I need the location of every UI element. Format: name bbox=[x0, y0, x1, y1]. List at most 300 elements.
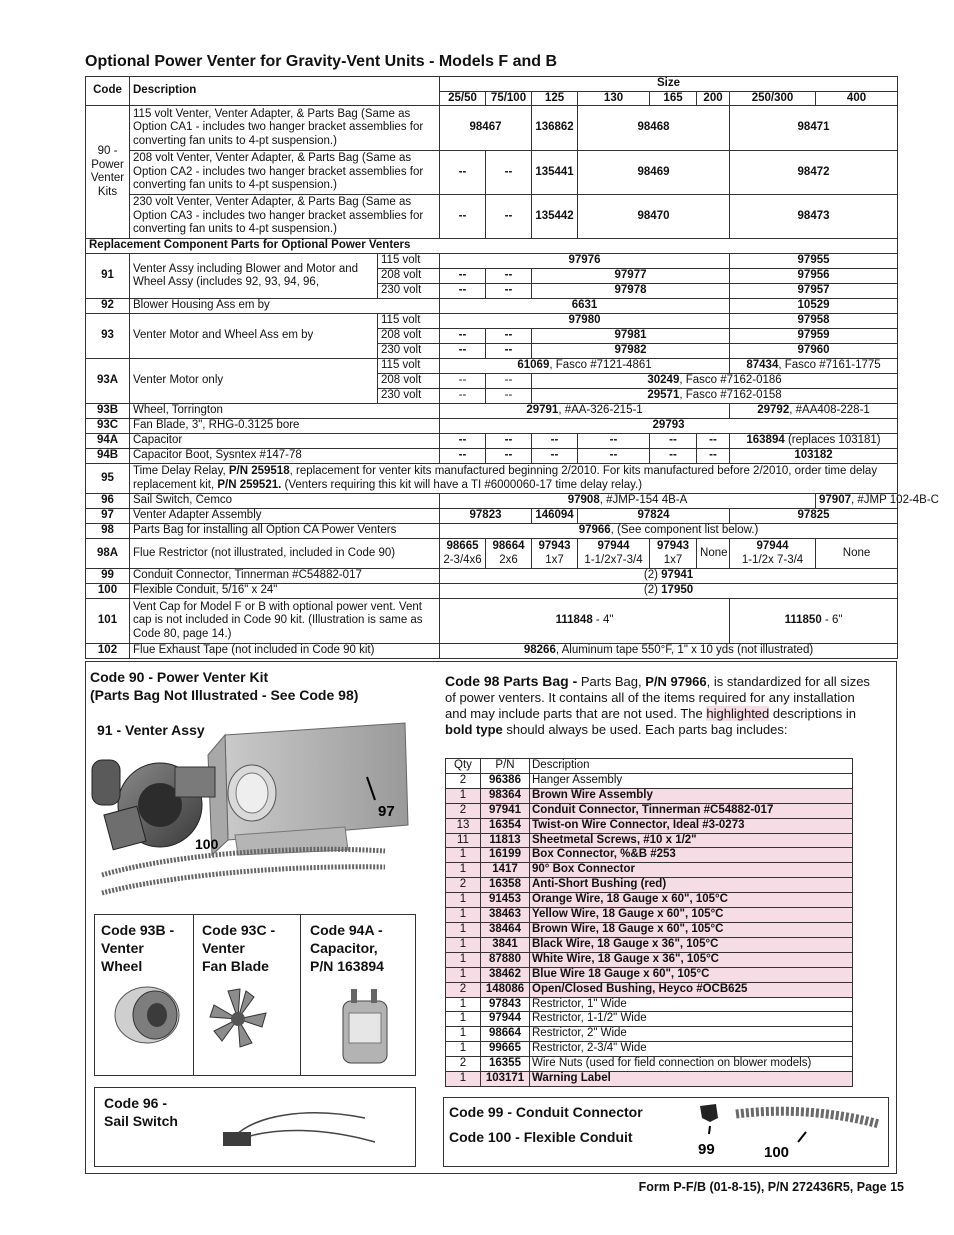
code-cell: 93A bbox=[86, 359, 130, 404]
parts-qty-cell: 1 bbox=[446, 863, 481, 878]
part-number: 97908 bbox=[567, 494, 600, 507]
desc-cell: Parts Bag for installing all Option CA Power Venters bbox=[130, 524, 440, 539]
code-99-label: Code 99 - Conduit Connector bbox=[449, 1104, 643, 1120]
code-cell: 94B bbox=[86, 449, 130, 464]
voltage-cell: 230 volt bbox=[378, 389, 440, 404]
value-cell: 98469 bbox=[578, 151, 730, 195]
conduit-connector-illustration bbox=[694, 1100, 884, 1164]
code-90-heading bbox=[90, 668, 358, 704]
size-col: 125 bbox=[532, 91, 578, 106]
value-cell bbox=[532, 539, 578, 569]
part-detail: 1x7 bbox=[663, 553, 683, 566]
value-cell: 97958 bbox=[730, 314, 898, 329]
parts-row bbox=[446, 788, 853, 803]
desc-cell: Venter Assy including Blower and Motor and Wheel Assy (includes 92, 93, 94, 96, bbox=[130, 254, 378, 299]
desc-cell: Flue Restrictor (not illustrated, included in Code 90) bbox=[130, 539, 440, 569]
heading-line: Code 90 - Power Venter Kit bbox=[90, 669, 269, 685]
value-cell: 97959 bbox=[730, 329, 898, 344]
desc-cell: Vent Cap for Model F or B with optional power vent. Vent cap is not included in Code 90 kit. (Illustration is same as Code 80, page 14.) bbox=[130, 599, 440, 644]
size-col: 400 bbox=[816, 91, 898, 106]
parts-qty-cell: 2 bbox=[446, 803, 481, 818]
value-cell bbox=[440, 524, 898, 539]
code-96-box bbox=[94, 1087, 416, 1167]
desc-cell bbox=[130, 464, 898, 494]
part-number: 97907 bbox=[819, 494, 851, 507]
value-cell: 29793 bbox=[440, 419, 898, 434]
parts-pn-cell: 1417 bbox=[481, 863, 530, 878]
value-cell: 98473 bbox=[730, 195, 898, 239]
parts-row bbox=[446, 1027, 853, 1042]
venter-wheel-illustration bbox=[105, 975, 195, 1055]
part-detail: , #AA408-228-1 bbox=[789, 404, 870, 417]
value-cell bbox=[730, 434, 898, 449]
part-detail: 2x6 bbox=[499, 553, 518, 566]
part-number: 98664 bbox=[492, 540, 525, 552]
parts-row bbox=[446, 1042, 853, 1057]
value-cell bbox=[730, 359, 898, 374]
parts-row bbox=[446, 1057, 853, 1072]
part-detail: , Fasco #7162-0158 bbox=[679, 389, 782, 402]
value-cell bbox=[440, 584, 898, 599]
value-cell: 97823 bbox=[440, 509, 532, 524]
parts-row bbox=[446, 908, 853, 923]
value-cell: -- bbox=[532, 434, 578, 449]
label-100-text: 100 bbox=[195, 836, 219, 852]
label-line: Code 96 - bbox=[104, 1095, 168, 1111]
parts-row bbox=[446, 1012, 853, 1027]
part-detail: 1-1/2x7-3/4 bbox=[584, 553, 643, 566]
parts-qty-cell: 1 bbox=[446, 1072, 481, 1087]
parts-row bbox=[446, 803, 853, 818]
parts-pn-cell: 87880 bbox=[481, 952, 530, 967]
part-number: P/N 259521. bbox=[217, 478, 282, 491]
label-100-text: 100 bbox=[764, 1144, 790, 1161]
code-93b-box bbox=[94, 914, 194, 1076]
value-cell: 98470 bbox=[578, 195, 730, 239]
value-cell: 98471 bbox=[730, 106, 898, 151]
part-number: 98665 bbox=[446, 540, 479, 552]
desc-cell: Flexible Conduit, 5/16" x 24" bbox=[130, 584, 440, 599]
parts-pn-cell: 99665 bbox=[481, 1042, 530, 1057]
parts-qty-cell: 1 bbox=[446, 848, 481, 863]
label-line: P/N 163894 bbox=[310, 958, 384, 974]
part-number: P/N 259518 bbox=[228, 465, 290, 477]
voltage-cell: 208 volt bbox=[378, 374, 440, 389]
voltage-cell: 115 volt bbox=[378, 254, 440, 269]
label-line: Fan Blade bbox=[202, 958, 269, 974]
parts-row bbox=[446, 833, 853, 848]
desc-cell: Capacitor bbox=[130, 434, 440, 449]
value-cell bbox=[578, 539, 650, 569]
part-number: 97944 bbox=[756, 540, 789, 552]
part-detail: , Fasco #7161-1775 bbox=[778, 359, 881, 372]
value-cell: 136862 bbox=[532, 106, 578, 151]
value-cell: -- bbox=[486, 344, 532, 359]
part-number: 97941 bbox=[661, 569, 694, 582]
part-number: 17950 bbox=[661, 584, 694, 597]
qty-prefix: (2) bbox=[643, 569, 662, 582]
power-venter-table bbox=[85, 76, 939, 659]
part-number: 163894 bbox=[746, 434, 785, 447]
desc-cell: Conduit Connector, Tinnerman #C54882-017 bbox=[130, 569, 440, 584]
value-cell: 97980 bbox=[440, 314, 730, 329]
value-cell: -- bbox=[697, 449, 730, 464]
part-number: 61069 bbox=[517, 359, 550, 372]
value-cell: 97956 bbox=[730, 269, 898, 284]
part-number: 98266 bbox=[523, 644, 556, 657]
parts-desc-cell: Orange Wire, 18 Gauge x 60", 105°C bbox=[530, 893, 853, 908]
parts-pn-cell: 3841 bbox=[481, 937, 530, 952]
parts-desc-cell: Blue Wire 18 Gauge x 60", 105°C bbox=[530, 967, 853, 982]
value-cell: -- bbox=[440, 269, 486, 284]
parts-pn-cell: 38464 bbox=[481, 922, 530, 937]
value-cell: 97977 bbox=[532, 269, 730, 284]
parts-desc-cell: Wire Nuts (used for field connection on blower models) bbox=[530, 1057, 853, 1072]
value-cell bbox=[650, 539, 697, 569]
header-size: Size bbox=[440, 77, 898, 92]
parts-desc-cell: Restrictor, 2" Wide bbox=[530, 1027, 853, 1042]
desc-cell: Venter Adapter Assembly bbox=[130, 509, 440, 524]
parts-pn-cell: 16358 bbox=[481, 878, 530, 893]
value-cell bbox=[816, 494, 939, 509]
code-94a-box bbox=[300, 914, 416, 1076]
code-99-100-box bbox=[443, 1097, 889, 1167]
value-cell bbox=[440, 599, 730, 644]
parts-qty-cell: 1 bbox=[446, 893, 481, 908]
value-cell: 135442 bbox=[532, 195, 578, 239]
parts-pn-cell: 148086 bbox=[481, 982, 530, 997]
value-cell: -- bbox=[486, 434, 532, 449]
value-cell: 97982 bbox=[532, 344, 730, 359]
code-cell: 93 bbox=[86, 314, 130, 359]
value-cell bbox=[440, 404, 730, 419]
parts-row bbox=[446, 878, 853, 893]
page-footer: Form P-F/B (01-8-15), P/N 272436R5, Page 15 bbox=[638, 1180, 904, 1194]
parts-row bbox=[446, 922, 853, 937]
value-cell: 98467 bbox=[440, 106, 532, 151]
code-cell: 99 bbox=[86, 569, 130, 584]
parts-row bbox=[446, 863, 853, 878]
value-cell: -- bbox=[486, 195, 532, 239]
parts-qty-cell: 1 bbox=[446, 952, 481, 967]
parts-pn-cell: 16354 bbox=[481, 818, 530, 833]
parts-pn-cell: 98364 bbox=[481, 788, 530, 803]
part-number: 97944 bbox=[597, 540, 630, 552]
part-number: 29791 bbox=[526, 404, 559, 417]
highlight-sample: highlighted bbox=[706, 706, 770, 721]
part-number: 29571 bbox=[647, 389, 680, 402]
code-cell: 92 bbox=[86, 299, 130, 314]
label-97-text: 97 bbox=[378, 803, 395, 820]
voltage-cell: 230 volt bbox=[378, 344, 440, 359]
value-cell: -- bbox=[440, 374, 486, 389]
value-cell: -- bbox=[440, 151, 486, 195]
value-cell: -- bbox=[486, 284, 532, 299]
code-cell: 98 bbox=[86, 524, 130, 539]
header-code: Code bbox=[86, 77, 130, 106]
parts-pn-cell: 38462 bbox=[481, 967, 530, 982]
parts-pn-cell: 38463 bbox=[481, 908, 530, 923]
value-cell: -- bbox=[440, 449, 486, 464]
parts-pn-cell: 96386 bbox=[481, 773, 530, 788]
value-cell: -- bbox=[650, 434, 697, 449]
sail-switch-illustration bbox=[215, 1096, 385, 1156]
label-line: Code 93C - bbox=[202, 922, 276, 938]
value-cell: 98468 bbox=[578, 106, 730, 151]
value-cell: None bbox=[816, 539, 898, 569]
part-detail: 1x7 bbox=[545, 553, 564, 566]
parts-desc-cell: Twist-on Wire Connector, Ideal #3-0273 bbox=[530, 818, 853, 833]
parts-desc-cell: Box Connector, %&B #253 bbox=[530, 848, 853, 863]
value-cell: -- bbox=[486, 449, 532, 464]
value-cell: -- bbox=[440, 195, 486, 239]
parts-pn-cell: 97941 bbox=[481, 803, 530, 818]
code-cell: 98A bbox=[86, 539, 130, 569]
label-line: Venter bbox=[101, 940, 144, 956]
value-cell: None bbox=[697, 539, 730, 569]
parts-desc-cell: Open/Closed Bushing, Heyco #OCB625 bbox=[530, 982, 853, 997]
code-cell: 94A bbox=[86, 434, 130, 449]
code-cell: 93C bbox=[86, 419, 130, 434]
value-cell: 98472 bbox=[730, 151, 898, 195]
value-cell: 97976 bbox=[440, 254, 730, 269]
part-number: 29792 bbox=[757, 404, 790, 417]
parts-qty-cell: 1 bbox=[446, 922, 481, 937]
size-col: 165 bbox=[650, 91, 697, 106]
label-line: Code 94A - bbox=[310, 922, 383, 938]
parts-qty-cell: 1 bbox=[446, 997, 481, 1012]
desc-text: (Venters requiring this kit will have a TI #6000060-17 time delay relay.) bbox=[281, 478, 643, 491]
parts-qty-cell: 1 bbox=[446, 788, 481, 803]
desc-cell: 230 volt Venter, Venter Adapter, & Parts Bag (Same as Option CA3 - includes two hanger bracket assemblies for converting fan units to 4-pt suspension.) bbox=[130, 195, 440, 239]
parts-row bbox=[446, 893, 853, 908]
code-cell: 97 bbox=[86, 509, 130, 524]
parts-qty-cell: 2 bbox=[446, 1057, 481, 1072]
desc-cell: Wheel, Torrington bbox=[130, 404, 440, 419]
parts-qty-cell: 1 bbox=[446, 1042, 481, 1057]
code-cell: 90 - Power Venter Kits bbox=[86, 106, 130, 239]
size-col: 75/100 bbox=[486, 91, 532, 106]
parts-row bbox=[446, 937, 853, 952]
label-line: Venter bbox=[202, 940, 245, 956]
parts-header: Description bbox=[530, 759, 853, 774]
part-detail: , Fasco #7121-4861 bbox=[549, 359, 652, 372]
code-98-heading: Code 98 Parts Bag - bbox=[445, 673, 578, 689]
part-detail: 1-1/2x 7-3/4 bbox=[741, 553, 804, 566]
parts-qty-cell: 13 bbox=[446, 818, 481, 833]
size-col: 130 bbox=[578, 91, 650, 106]
value-cell bbox=[486, 539, 532, 569]
parts-desc-cell: Brown Wire Assembly bbox=[530, 788, 853, 803]
code-cell: 93B bbox=[86, 404, 130, 419]
venter-assembly-illustration bbox=[90, 715, 420, 910]
desc-cell: Venter Motor and Wheel Ass em by bbox=[130, 314, 378, 359]
value-cell: -- bbox=[486, 389, 532, 404]
part-detail: , Fasco #7162-0186 bbox=[679, 374, 782, 387]
parts-bag-table bbox=[445, 758, 853, 1087]
value-cell: -- bbox=[440, 284, 486, 299]
size-col: 250/300 bbox=[730, 91, 816, 106]
desc-cell: Fan Blade, 3", RHG-0.3125 bore bbox=[130, 419, 440, 434]
parts-desc-cell: Sheetmetal Screws, #10 x 1/2" bbox=[530, 833, 853, 848]
fan-blade-illustration bbox=[204, 985, 274, 1055]
para-text: descriptions in bbox=[769, 706, 856, 721]
parts-rows bbox=[446, 773, 853, 1086]
part-detail: , #AA-326-215-1 bbox=[558, 404, 643, 417]
desc-text: , replacement for venter kits manufactured beginning 2/2010. For kits manufactured before 2/2010, order time delay replacement kit, bbox=[133, 465, 878, 491]
code-cell: 96 bbox=[86, 494, 130, 509]
code-93b-label bbox=[95, 915, 193, 975]
parts-qty-cell: 1 bbox=[446, 1027, 481, 1042]
label-line: Code 93B - bbox=[101, 922, 175, 938]
code-cell: 101 bbox=[86, 599, 130, 644]
value-cell bbox=[440, 644, 898, 659]
parts-row bbox=[446, 952, 853, 967]
parts-desc-cell: Restrictor, 1-1/2" Wide bbox=[530, 1012, 853, 1027]
part-number: 111850 bbox=[784, 614, 822, 627]
parts-qty-cell: 1 bbox=[446, 908, 481, 923]
parts-header: Qty bbox=[446, 759, 481, 774]
value-cell bbox=[532, 374, 898, 389]
part-detail: , (See component list below.) bbox=[610, 524, 759, 537]
qty-prefix: (2) bbox=[643, 584, 662, 597]
part-number: 30249 bbox=[647, 374, 680, 387]
value-cell: -- bbox=[650, 449, 697, 464]
desc-cell: Flue Exhaust Tape (not included in Code 90 kit) bbox=[130, 644, 440, 659]
value-cell: -- bbox=[486, 374, 532, 389]
parts-pn-cell: 98664 bbox=[481, 1027, 530, 1042]
parts-qty-cell: 2 bbox=[446, 878, 481, 893]
parts-desc-cell: Restrictor, 1" Wide bbox=[530, 997, 853, 1012]
value-cell bbox=[730, 539, 816, 569]
voltage-cell: 115 volt bbox=[378, 359, 440, 374]
value-cell: -- bbox=[440, 329, 486, 344]
value-cell: -- bbox=[532, 449, 578, 464]
page-title: Optional Power Venter for Gravity-Vent Units - Models F and B bbox=[85, 53, 558, 70]
parts-row bbox=[446, 1072, 853, 1087]
part-number: 97943 bbox=[538, 540, 571, 552]
parts-qty-cell: 1 bbox=[446, 1012, 481, 1027]
code-93c-box bbox=[193, 914, 301, 1076]
parts-pn-cell: 11813 bbox=[481, 833, 530, 848]
value-cell bbox=[440, 494, 816, 509]
bold-sample: bold type bbox=[445, 722, 503, 737]
voltage-cell: 230 volt bbox=[378, 284, 440, 299]
para-text: should always be used. Each parts bag includes: bbox=[502, 722, 788, 737]
value-cell: -- bbox=[486, 329, 532, 344]
part-number: 97943 bbox=[657, 540, 689, 552]
code-cell: 91 bbox=[86, 254, 130, 299]
part-detail: 2-3/4x6 bbox=[443, 553, 482, 566]
value-cell: -- bbox=[440, 344, 486, 359]
parts-desc-cell: Conduit Connector, Tinnerman #C54882-017 bbox=[530, 803, 853, 818]
code-100-label: Code 100 - Flexible Conduit bbox=[449, 1129, 633, 1145]
parts-desc-cell: Anti-Short Bushing (red) bbox=[530, 878, 853, 893]
code-93c-label bbox=[194, 915, 300, 975]
parts-pn-cell: 97944 bbox=[481, 1012, 530, 1027]
header-description: Description bbox=[130, 77, 440, 106]
value-cell: -- bbox=[486, 151, 532, 195]
value-cell: 97978 bbox=[532, 284, 730, 299]
parts-row bbox=[446, 773, 853, 788]
parts-header: P/N bbox=[481, 759, 530, 774]
value-cell: 6631 bbox=[440, 299, 730, 314]
value-cell: -- bbox=[697, 434, 730, 449]
code-cell: 102 bbox=[86, 644, 130, 659]
label-99-text: 99 bbox=[698, 1141, 715, 1158]
parts-desc-cell: 90° Box Connector bbox=[530, 863, 853, 878]
part-detail: , #JMP-154 4B-A bbox=[599, 494, 688, 507]
part-detail: , Aluminum tape 550°F, 1" x 10 yds (not illustrated) bbox=[555, 644, 814, 657]
venter-assy-label: 91 - Venter Assy bbox=[97, 722, 205, 738]
parts-desc-cell: Warning Label bbox=[530, 1072, 853, 1087]
part-number: P/N 97966 bbox=[645, 674, 707, 689]
desc-cell: Capacitor Boot, Sysntex #147-78 bbox=[130, 449, 440, 464]
value-cell: -- bbox=[440, 434, 486, 449]
value-cell: 146094 bbox=[532, 509, 578, 524]
value-cell: 97824 bbox=[578, 509, 730, 524]
value-cell bbox=[440, 539, 486, 569]
parts-row bbox=[446, 967, 853, 982]
value-cell bbox=[730, 599, 898, 644]
part-number: 111848 bbox=[555, 614, 593, 627]
capacitor-illustration bbox=[335, 983, 405, 1073]
parts-pn-cell: 91453 bbox=[481, 893, 530, 908]
part-number: 97966 bbox=[578, 524, 611, 537]
parts-qty-cell: 2 bbox=[446, 982, 481, 997]
value-cell bbox=[730, 404, 898, 419]
heading-line: (Parts Bag Not Illustrated - See Code 98) bbox=[90, 687, 359, 703]
code-94a-label bbox=[301, 915, 415, 975]
part-detail: (replaces 103181) bbox=[784, 434, 881, 447]
size-col: 200 bbox=[697, 91, 730, 106]
parts-qty-cell: 11 bbox=[446, 833, 481, 848]
part-number: 87434 bbox=[746, 359, 779, 372]
value-cell: 97825 bbox=[730, 509, 898, 524]
value-cell bbox=[532, 389, 898, 404]
desc-cell: Sail Switch, Cemco bbox=[130, 494, 440, 509]
voltage-cell: 208 volt bbox=[378, 329, 440, 344]
desc-cell: 115 volt Venter, Venter Adapter, & Parts Bag (Same as Option CA1 - includes two hanger bracket assemblies for converting fan units to 4-pt suspension.) bbox=[130, 106, 440, 151]
parts-row bbox=[446, 818, 853, 833]
value-cell bbox=[440, 359, 730, 374]
part-detail: - 4" bbox=[592, 614, 614, 627]
parts-desc-cell: Brown Wire, 18 Gauge x 60", 105°C bbox=[530, 922, 853, 937]
desc-text: Time Delay Relay, bbox=[133, 465, 229, 477]
parts-qty-cell: 1 bbox=[446, 937, 481, 952]
size-col: 25/50 bbox=[440, 91, 486, 106]
parts-qty-cell: 1 bbox=[446, 967, 481, 982]
desc-cell: 208 volt Venter, Venter Adapter, & Parts Bag (Same as Option CA2 - includes two hanger bracket assemblies for converting fan units to 4-pt suspension.) bbox=[130, 151, 440, 195]
label-line: Wheel bbox=[101, 958, 143, 974]
code-cell: 100 bbox=[86, 584, 130, 599]
parts-pn-cell: 16199 bbox=[481, 848, 530, 863]
voltage-cell: 208 volt bbox=[378, 269, 440, 284]
parts-pn-cell: 97843 bbox=[481, 997, 530, 1012]
value-cell: 97981 bbox=[532, 329, 730, 344]
parts-desc-cell: Yellow Wire, 18 Gauge x 60", 105°C bbox=[530, 908, 853, 923]
value-cell: -- bbox=[486, 269, 532, 284]
para-text: Parts Bag, bbox=[577, 674, 646, 689]
value-cell: 135441 bbox=[532, 151, 578, 195]
parts-desc-cell: Black Wire, 18 Gauge x 36", 105°C bbox=[530, 937, 853, 952]
desc-cell: Blower Housing Ass em by bbox=[130, 299, 440, 314]
value-cell: -- bbox=[578, 434, 650, 449]
code-cell: 95 bbox=[86, 464, 130, 494]
label-line: Sail Switch bbox=[104, 1113, 178, 1129]
value-cell: 97957 bbox=[730, 284, 898, 299]
desc-cell: Venter Motor only bbox=[130, 359, 378, 404]
